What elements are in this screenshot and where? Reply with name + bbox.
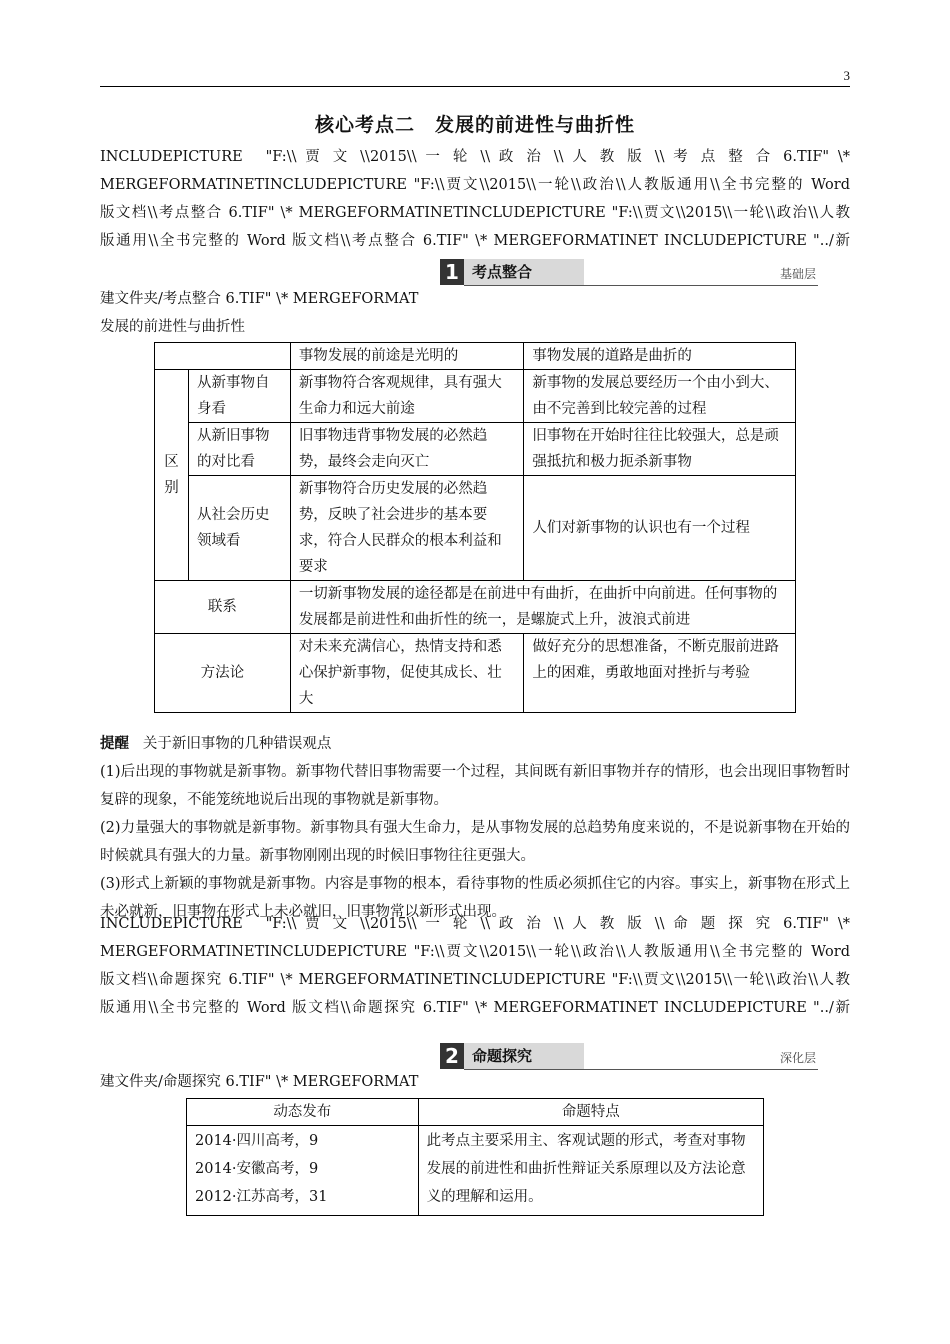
table-row [187,1099,764,1126]
dynamic-item: 2014·安徽高考，9 [195,1161,319,1177]
table-header-cell: 事物发展的前途是光明的 [290,343,524,370]
table-caption: 发展的前进性与曲折性 [100,319,245,335]
include-line: 版通用\\全书完整的 Word 版文档\\命题探究 6.TIF" \* MERGEFORMATINET INCLUDEPICTURE "../新 [100,1000,850,1016]
table-row [155,370,796,423]
include-line: 建文件夹/考点整合 6.TIF" \* MERGEFORMAT [100,291,419,307]
table-row [187,1126,764,1216]
dynamic-item: 2014·四川高考，9 [195,1133,319,1149]
band-number: 2 [440,1043,464,1069]
tip-item: (2)力量强大的事物就是新事物。新事物具有强大生命力，是从事物发展的总趋势角度来说的，不是说新事物在开始的时候就具有强大的力量。新事物刚刚出现的时候旧事物往往更强大。 [100,820,850,864]
table-cell: 旧事物违背事物发展的必然趋势，最终会走向灭亡 [290,423,524,476]
relation-label: 联系 [155,581,291,634]
table-cell: 人们对新事物的认识也有一个过程 [524,476,796,581]
include-line: 版通用\\全书完整的 Word 版文档\\考点整合 6.TIF" \* MERGEFORMATINET INCLUDEPICTURE "../新 [100,233,850,249]
table-header-cell: 命题特点 [418,1099,763,1126]
table-row [155,343,796,370]
tip-item: (3)形式上新颖的事物就是新事物。内容是事物的根本，看待事物的性质必须抓住它的内容。事实上，新事物在形式上未必就新，旧事物在形式上未必就旧，旧事物常以新形式出现。 [100,876,850,920]
diff-label: 区 别 [155,370,189,581]
section-title: 核心考点二 发展的前进性与曲折性 [314,114,635,136]
header-rule [100,86,850,87]
table-header-cell: 动态发布 [187,1099,419,1126]
band-level: 深化层 [779,1051,816,1065]
include-field-block-2 [100,910,850,1022]
include-line: INCLUDEPICTURE "F:\\ 贾 文 \\2015\\ 一 轮 \\ 政 治 \\ 人 教 版 \\ 命 题 探 究 6.TIF" \* [100,916,850,932]
table-row [155,634,796,713]
section-band-kaodian [440,259,818,287]
table-row [155,581,796,634]
include-line: INCLUDEPICTURE "F:\\ 贾 文 \\2015\\ 一 轮 \\ 政 治 \\ 人 教 版 \\ 考 点 整 合 6.TIF" \* [100,149,850,165]
exam-table [186,1098,764,1216]
aspect-cell: 从新事物自身看 [188,370,290,423]
feature-cell: 此考点主要采用主、客观试题的形式，考查对事物发展的前进性和曲折性辩证关系原理以及方法论意义的理解和运用。 [418,1126,763,1216]
include-line: 版文档\\命题探究 6.TIF" \* MERGEFORMATINETINCLUDEPICTURE "F:\\贾文\\2015\\一轮\\政治\\人教 [100,972,850,988]
table-row [155,423,796,476]
comparison-table [154,342,796,713]
table-cell: 新事物符合历史发展的必然趋势，反映了社会进步的基本要求，符合人民群众的根本利益和要求 [290,476,524,581]
band-number: 1 [440,259,464,285]
include-tail-2 [100,1068,850,1096]
relation-text: 一切新事物发展的途径都是在前进中有曲折，在曲折中向前进。任何事物的发展都是前进性和曲折性的统一，是螺旋式上升，波浪式前进 [290,581,795,634]
include-line: MERGEFORMATINETINCLUDEPICTURE "F:\\贾文\\2015\\一轮\\政治\\人教版通用\\全书完整的 Word [100,944,850,960]
include-line: MERGEFORMATINETINCLUDEPICTURE "F:\\贾文\\2015\\一轮\\政治\\人教版通用\\全书完整的 Word [100,177,850,193]
tip-heading [100,730,850,758]
tip-label: 提醒 [100,736,129,752]
table-cell: 新事物符合客观规律，具有强大生命力和远大前途 [290,370,524,423]
section-band-mingti [440,1043,818,1071]
include-field-block-1 [100,143,850,255]
tip-heading-text: 关于新旧事物的几种错误观点 [142,736,332,752]
band-label: 考点整合 [464,259,584,285]
table-cell: 旧事物在开始时往往比较强大，总是顽强抵抗和极力扼杀新事物 [524,423,796,476]
include-tail-1 [100,285,850,341]
table-cell: 对未来充满信心，热情支持和悉心保护新事物，促使其成长、壮大 [290,634,524,713]
table-row [155,476,796,581]
table-cell: 新事物的发展总要经历一个由小到大、由不完善到比较完善的过程 [524,370,796,423]
tip-block [100,730,850,926]
table-cell: 做好充分的思想准备，不断克服前进路上的困难，勇敢地面对挫折与考验 [524,634,796,713]
dynamic-cell [187,1126,419,1216]
aspect-cell: 从新旧事物的对比看 [188,423,290,476]
aspect-cell: 从社会历史领域看 [188,476,290,581]
band-level: 基础层 [779,267,816,281]
include-line: 版文档\\考点整合 6.TIF" \* MERGEFORMATINETINCLUDEPICTURE "F:\\贾文\\2015\\一轮\\政治\\人教 [100,205,850,221]
tip-item: (1)后出现的事物就是新事物。新事物代替旧事物需要一个过程，其间既有新旧事物并存的情形，也会出现旧事物暂时复辟的现象，不能笼统地说后出现的事物就是新事物。 [100,764,850,808]
method-label: 方法论 [155,634,291,713]
page-number: 3 [843,68,850,83]
dynamic-item: 2012·江苏高考，31 [195,1189,328,1205]
table-header-cell: 事物发展的道路是曲折的 [524,343,796,370]
table-cell [155,343,291,370]
band-label: 命题探究 [464,1043,584,1069]
include-line: 建文件夹/命题探究 6.TIF" \* MERGEFORMAT [100,1074,419,1090]
